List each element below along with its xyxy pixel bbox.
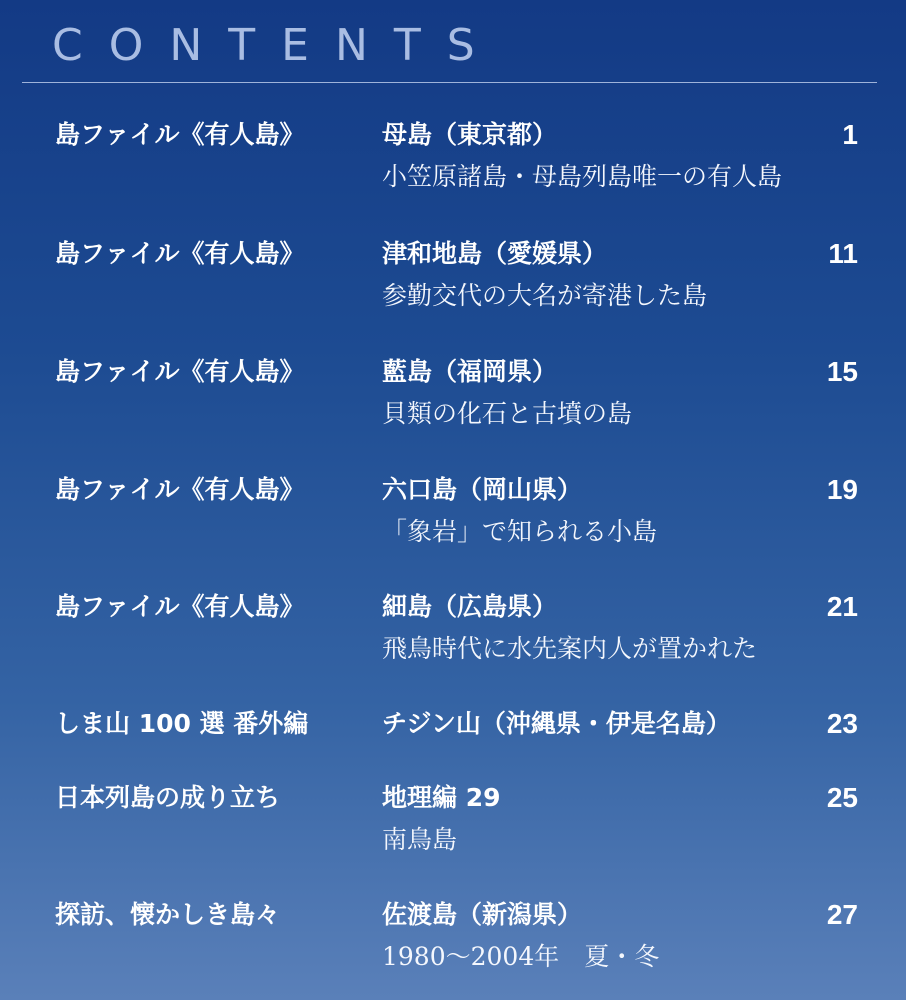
toc-page-number: 11 [828,238,858,269]
toc-page-number: 15 [826,356,858,387]
header-divider [22,82,877,83]
toc-subtitle: 貝類の化石と古墳の島 [382,399,633,428]
toc-category: 島ファイル《有人島》 [55,239,305,268]
toc-subtitle: 南鳥島 [382,825,458,854]
toc-page-number: 19 [826,474,858,505]
toc-title[interactable]: 佐渡島（新潟県） [382,900,583,929]
toc-category: しま山 100 選 番外編 [55,709,309,738]
toc-subtitle: 飛鳥時代に水先案内人が置かれた [382,634,758,663]
toc-title[interactable]: 母島（東京都） [382,120,558,149]
toc-page-number: 21 [826,591,858,622]
toc-title[interactable]: チジン山（沖縄県・伊是名島） [382,709,731,738]
toc-title[interactable]: 藍島（福岡県） [382,357,558,386]
toc-page-number: 1 [842,119,858,150]
toc-category: 日本列島の成り立ち [55,783,281,812]
toc-title[interactable]: 津和地島（愛媛県） [382,239,608,268]
toc-category: 島ファイル《有人島》 [55,120,305,149]
toc-page-number: 25 [826,782,858,813]
toc-subtitle: 「象岩」で知られる小島 [382,517,658,546]
toc-category: 島ファイル《有人島》 [55,592,305,621]
toc-subtitle: 参勤交代の大名が寄港した島 [382,281,708,310]
toc-page-number: 23 [826,708,858,739]
contents-title: CONTENTS [52,20,501,71]
toc-category: 島ファイル《有人島》 [55,475,305,504]
toc-subtitle: 小笠原諸島・母島列島唯一の有人島 [382,162,783,191]
toc-title[interactable]: 地理編 29 [382,783,501,812]
toc-title[interactable]: 六口島（岡山県） [382,475,583,504]
toc-subtitle: 1980～2004年 夏・冬 [382,942,660,971]
toc-category: 島ファイル《有人島》 [55,357,305,386]
toc-title[interactable]: 細島（広島県） [382,592,558,621]
toc-category: 探訪、懐かしき島々 [55,900,281,929]
toc-page-number: 27 [826,899,858,930]
